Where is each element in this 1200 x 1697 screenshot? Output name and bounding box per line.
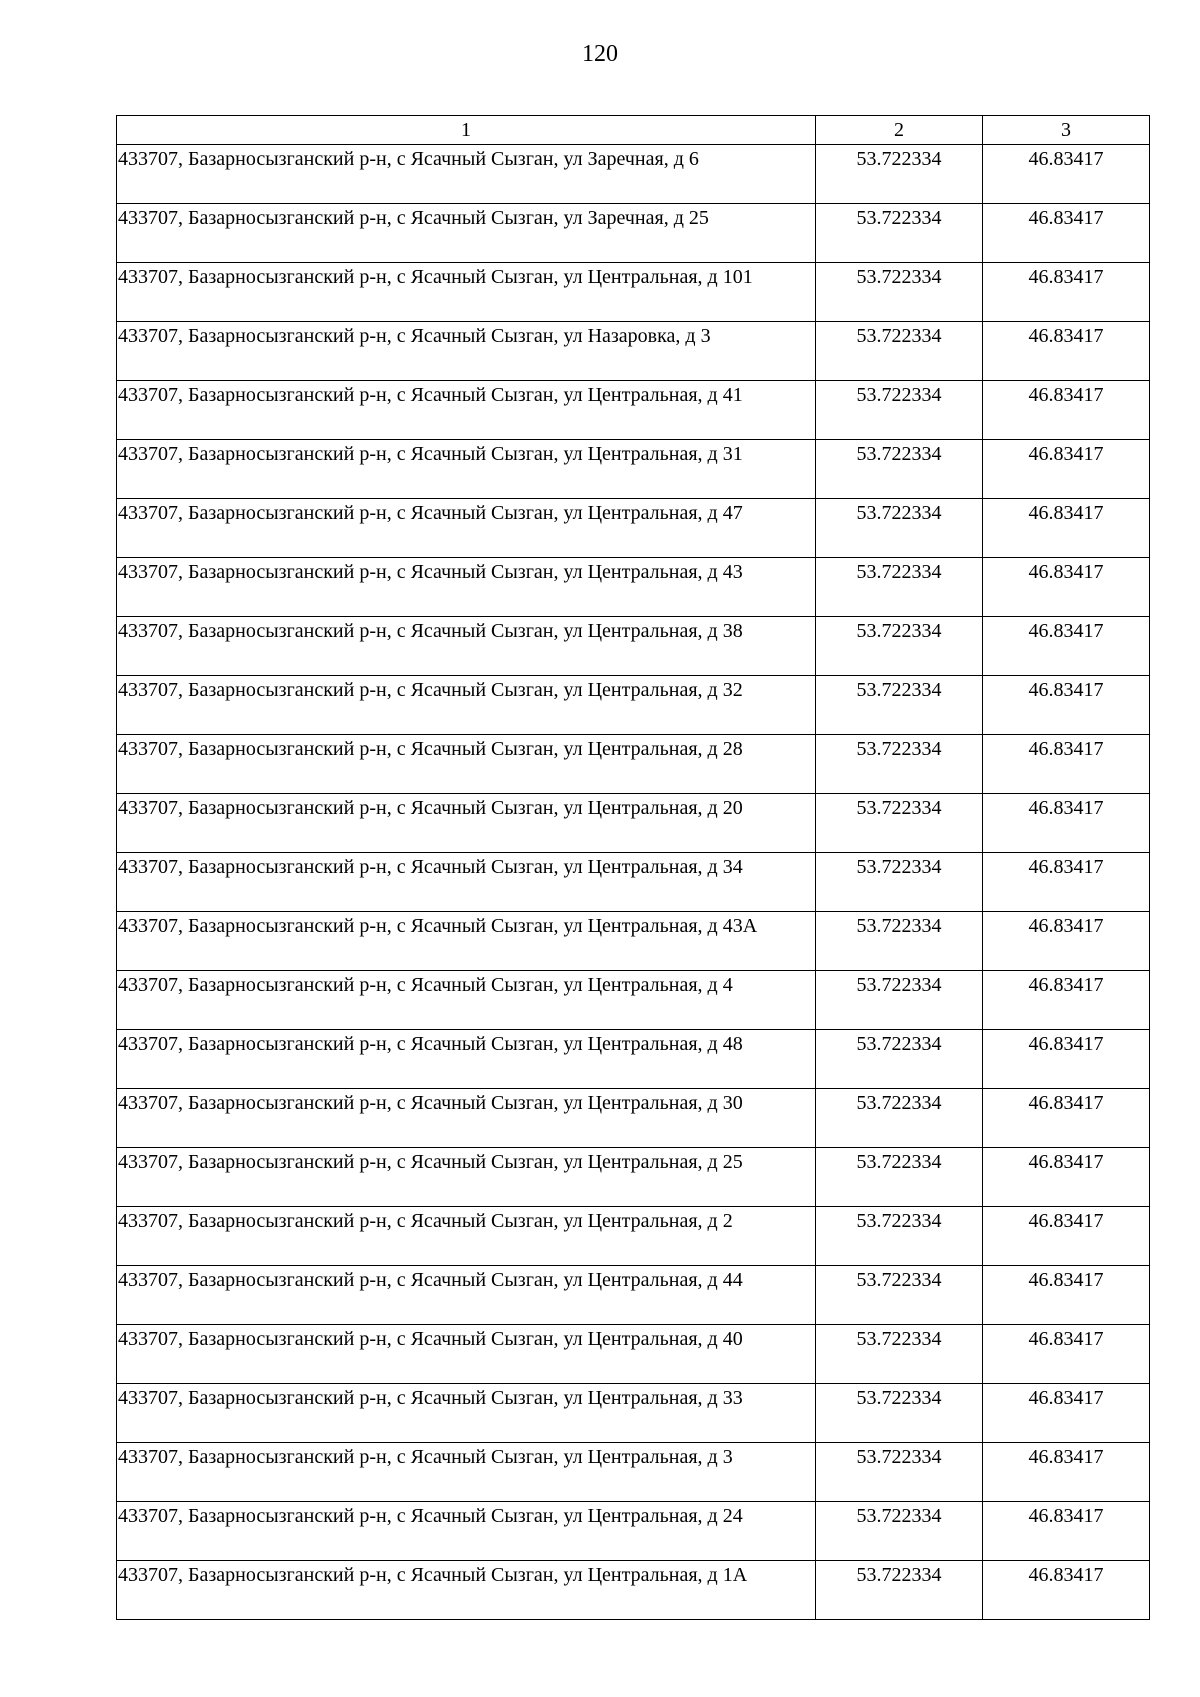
address-cell: 433707, Базарносызганский р-н, с Ясачный Сызган, ул Центральная, д 48 (117, 1030, 816, 1089)
longitude-cell: 46.83417 (983, 1089, 1150, 1148)
table-row (117, 853, 1150, 912)
address-cell: 433707, Базарносызганский р-н, с Ясачный Сызган, ул Центральная, д 43А (117, 912, 816, 971)
latitude-cell: 53.722334 (816, 558, 983, 617)
longitude-cell: 46.83417 (983, 499, 1150, 558)
address-cell: 433707, Базарносызганский р-н, с Ясачный Сызган, ул Центральная, д 30 (117, 1089, 816, 1148)
longitude-cell: 46.83417 (983, 1384, 1150, 1443)
latitude-cell: 53.722334 (816, 912, 983, 971)
latitude-cell: 53.722334 (816, 617, 983, 676)
table-row (117, 735, 1150, 794)
address-cell: 433707, Базарносызганский р-н, с Ясачный Сызган, ул Центральная, д 101 (117, 263, 816, 322)
table-row (117, 440, 1150, 499)
latitude-cell: 53.722334 (816, 440, 983, 499)
table-row (117, 676, 1150, 735)
latitude-cell: 53.722334 (816, 1561, 983, 1620)
table-row (117, 145, 1150, 204)
latitude-cell: 53.722334 (816, 1266, 983, 1325)
longitude-cell: 46.83417 (983, 1325, 1150, 1384)
latitude-cell: 53.722334 (816, 145, 983, 204)
longitude-cell: 46.83417 (983, 1502, 1150, 1561)
longitude-cell: 46.83417 (983, 1266, 1150, 1325)
address-cell: 433707, Базарносызганский р-н, с Ясачный Сызган, ул Центральная, д 32 (117, 676, 816, 735)
header-col-2: 2 (816, 116, 983, 145)
longitude-cell: 46.83417 (983, 1148, 1150, 1207)
longitude-cell: 46.83417 (983, 617, 1150, 676)
latitude-cell: 53.722334 (816, 1443, 983, 1502)
page-number: 120 (582, 41, 618, 67)
table-row (117, 1502, 1150, 1561)
table-row (117, 204, 1150, 263)
address-cell: 433707, Базарносызганский р-н, с Ясачный Сызган, ул Центральная, д 40 (117, 1325, 816, 1384)
address-cell: 433707, Базарносызганский р-н, с Ясачный Сызган, ул Центральная, д 2 (117, 1207, 816, 1266)
table-row (117, 971, 1150, 1030)
longitude-cell: 46.83417 (983, 558, 1150, 617)
latitude-cell: 53.722334 (816, 1502, 983, 1561)
latitude-cell: 53.722334 (816, 381, 983, 440)
address-cell: 433707, Базарносызганский р-н, с Ясачный Сызган, ул Центральная, д 24 (117, 1502, 816, 1561)
address-cell: 433707, Базарносызганский р-н, с Ясачный Сызган, ул Центральная, д 34 (117, 853, 816, 912)
longitude-cell: 46.83417 (983, 381, 1150, 440)
longitude-cell: 46.83417 (983, 1207, 1150, 1266)
latitude-cell: 53.722334 (816, 263, 983, 322)
address-cell: 433707, Базарносызганский р-н, с Ясачный Сызган, ул Центральная, д 47 (117, 499, 816, 558)
table-row (117, 912, 1150, 971)
longitude-cell: 46.83417 (983, 322, 1150, 381)
table-row (117, 1443, 1150, 1502)
latitude-cell: 53.722334 (816, 794, 983, 853)
table-body (117, 145, 1150, 1620)
table-header (117, 116, 1150, 145)
table-row (117, 1266, 1150, 1325)
table-row (117, 1325, 1150, 1384)
latitude-cell: 53.722334 (816, 1384, 983, 1443)
longitude-cell: 46.83417 (983, 263, 1150, 322)
longitude-cell: 46.83417 (983, 1443, 1150, 1502)
table-row (117, 263, 1150, 322)
longitude-cell: 46.83417 (983, 1030, 1150, 1089)
table-row (117, 1207, 1150, 1266)
address-cell: 433707, Базарносызганский р-н, с Ясачный Сызган, ул Центральная, д 43 (117, 558, 816, 617)
header-col-1: 1 (117, 116, 816, 145)
table-row (117, 1561, 1150, 1620)
table-row (117, 1030, 1150, 1089)
latitude-cell: 53.722334 (816, 735, 983, 794)
latitude-cell: 53.722334 (816, 1325, 983, 1384)
latitude-cell: 53.722334 (816, 204, 983, 263)
table-row (117, 617, 1150, 676)
latitude-cell: 53.722334 (816, 853, 983, 912)
latitude-cell: 53.722334 (816, 1089, 983, 1148)
longitude-cell: 46.83417 (983, 735, 1150, 794)
longitude-cell: 46.83417 (983, 912, 1150, 971)
address-cell: 433707, Базарносызганский р-н, с Ясачный Сызган, ул Центральная, д 25 (117, 1148, 816, 1207)
latitude-cell: 53.722334 (816, 322, 983, 381)
header-row (117, 116, 1150, 145)
address-cell: 433707, Базарносызганский р-н, с Ясачный Сызган, ул Центральная, д 28 (117, 735, 816, 794)
latitude-cell: 53.722334 (816, 971, 983, 1030)
longitude-cell: 46.83417 (983, 794, 1150, 853)
latitude-cell: 53.722334 (816, 1030, 983, 1089)
address-cell: 433707, Базарносызганский р-н, с Ясачный Сызган, ул Заречная, д 6 (117, 145, 816, 204)
table-row (117, 322, 1150, 381)
address-cell: 433707, Базарносызганский р-н, с Ясачный Сызган, ул Центральная, д 20 (117, 794, 816, 853)
latitude-cell: 53.722334 (816, 676, 983, 735)
address-cell: 433707, Базарносызганский р-н, с Ясачный Сызган, ул Центральная, д 44 (117, 1266, 816, 1325)
table-row (117, 558, 1150, 617)
table-row (117, 381, 1150, 440)
table-row (117, 794, 1150, 853)
address-cell: 433707, Базарносызганский р-н, с Ясачный Сызган, ул Центральная, д 33 (117, 1384, 816, 1443)
longitude-cell: 46.83417 (983, 1561, 1150, 1620)
address-cell: 433707, Базарносызганский р-н, с Ясачный Сызган, ул Центральная, д 3 (117, 1443, 816, 1502)
longitude-cell: 46.83417 (983, 204, 1150, 263)
address-cell: 433707, Базарносызганский р-н, с Ясачный Сызган, ул Центральная, д 38 (117, 617, 816, 676)
latitude-cell: 53.722334 (816, 1148, 983, 1207)
longitude-cell: 46.83417 (983, 971, 1150, 1030)
table-row (117, 1384, 1150, 1443)
header-col-3: 3 (983, 116, 1150, 145)
address-cell: 433707, Базарносызганский р-н, с Ясачный Сызган, ул Центральная, д 4 (117, 971, 816, 1030)
address-cell: 433707, Базарносызганский р-н, с Ясачный Сызган, ул Назаровка, д 3 (117, 322, 816, 381)
latitude-cell: 53.722334 (816, 1207, 983, 1266)
longitude-cell: 46.83417 (983, 440, 1150, 499)
table-row (117, 1089, 1150, 1148)
longitude-cell: 46.83417 (983, 145, 1150, 204)
table-row (117, 499, 1150, 558)
address-cell: 433707, Базарносызганский р-н, с Ясачный Сызган, ул Центральная, д 1А (117, 1561, 816, 1620)
address-cell: 433707, Базарносызганский р-н, с Ясачный Сызган, ул Заречная, д 25 (117, 204, 816, 263)
address-table (116, 115, 1150, 1620)
longitude-cell: 46.83417 (983, 853, 1150, 912)
address-cell: 433707, Базарносызганский р-н, с Ясачный Сызган, ул Центральная, д 31 (117, 440, 816, 499)
longitude-cell: 46.83417 (983, 676, 1150, 735)
table-row (117, 1148, 1150, 1207)
address-cell: 433707, Базарносызганский р-н, с Ясачный Сызган, ул Центральная, д 41 (117, 381, 816, 440)
latitude-cell: 53.722334 (816, 499, 983, 558)
